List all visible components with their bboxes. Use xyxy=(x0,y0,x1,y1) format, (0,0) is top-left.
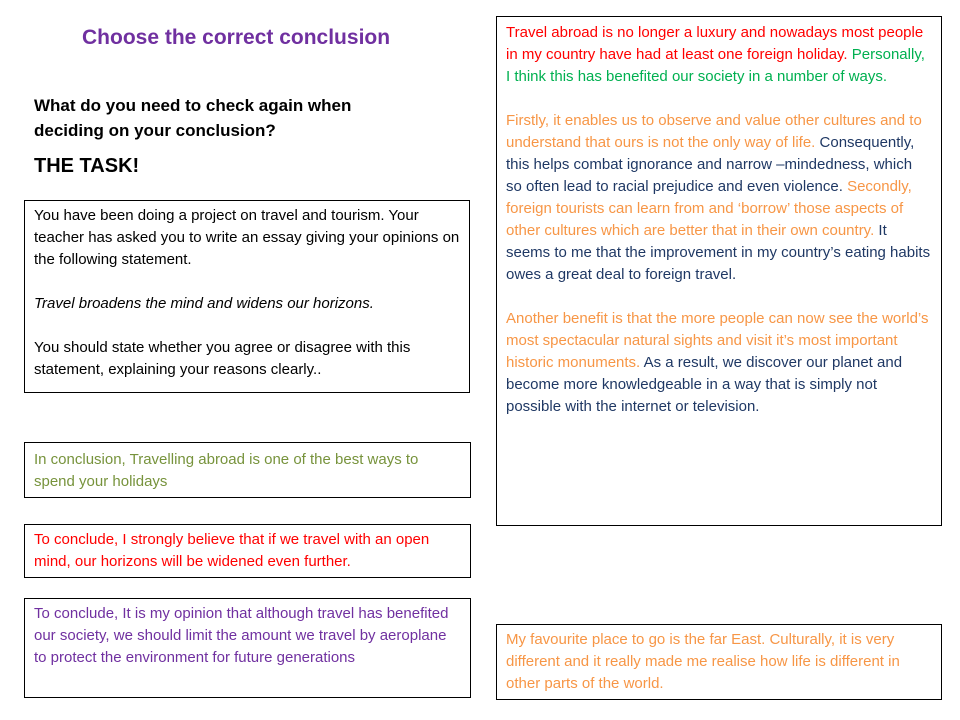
essay-point-2: Secondly, foreign tourists can learn from and ‘borrow’ those aspects of other cultures which are better that in their own country. xyxy=(506,178,912,239)
essay-support-3: As a result, we discover our planet and become more knowledgeable in a way that is simply not possible with the internet or television. xyxy=(506,354,903,415)
essay-thesis-sentence: Personally, I think this has benefited our society in a number of ways. xyxy=(506,46,925,85)
essay-paragraph-2 xyxy=(506,110,932,286)
task-box xyxy=(24,200,470,393)
essay-box xyxy=(496,16,942,526)
essay-point-3: Another benefit is that the more people can now see the world’s most spectacular natural sights and visit it’s most important historic monuments. xyxy=(506,310,929,371)
conclusion-option-3[interactable]: To conclude, It is my opinion that although travel has benefited our society, we should limit the amount we travel by aeroplane to protect the environment for future generations xyxy=(24,598,471,698)
page-title: Choose the correct conclusion xyxy=(82,26,391,49)
essay-paragraph-3 xyxy=(506,308,932,418)
conclusion-option-1[interactable]: In conclusion, Travelling abroad is one of the best ways to spend your holidays xyxy=(24,442,471,498)
task-heading: THE TASK! xyxy=(34,155,140,177)
conclusion-option-2[interactable]: To conclude, I strongly believe that if we travel with an open mind, our horizons will be widened even further. xyxy=(24,524,471,578)
favourite-place-box[interactable]: My favourite place to go is the far East. Culturally, it is very different and it really made me realise how life is different in other parts of the world. xyxy=(496,624,942,700)
task-instruction: You should state whether you agree or disagree with this statement, explaining your reasons clearly.. xyxy=(34,339,411,378)
task-statement: Travel broadens the mind and widens our horizons. xyxy=(34,295,374,312)
task-intro: You have been doing a project on travel and tourism. Your teacher has asked you to write an essay giving your opinions on the following statement. xyxy=(34,207,460,268)
essay-support-2: It seems to me that the improvement in my country’s eating habits owes a great deal to foreign travel. xyxy=(506,222,931,283)
essay-paragraph-1 xyxy=(506,22,932,88)
essay-intro-sentence: Travel abroad is no longer a luxury and nowadays most people in my country have had at least one foreign holiday. xyxy=(506,24,924,63)
essay-support-1: Consequently, this helps combat ignorance and narrow –mindedness, which so often lead to racial prejudice and even violence. xyxy=(506,134,915,195)
essay-point-1: Firstly, it enables us to observe and value other cultures and to understand that ours is not the only way of life. xyxy=(506,112,922,151)
question-text: What do you need to check again when deciding on your conclusion? xyxy=(34,96,352,140)
